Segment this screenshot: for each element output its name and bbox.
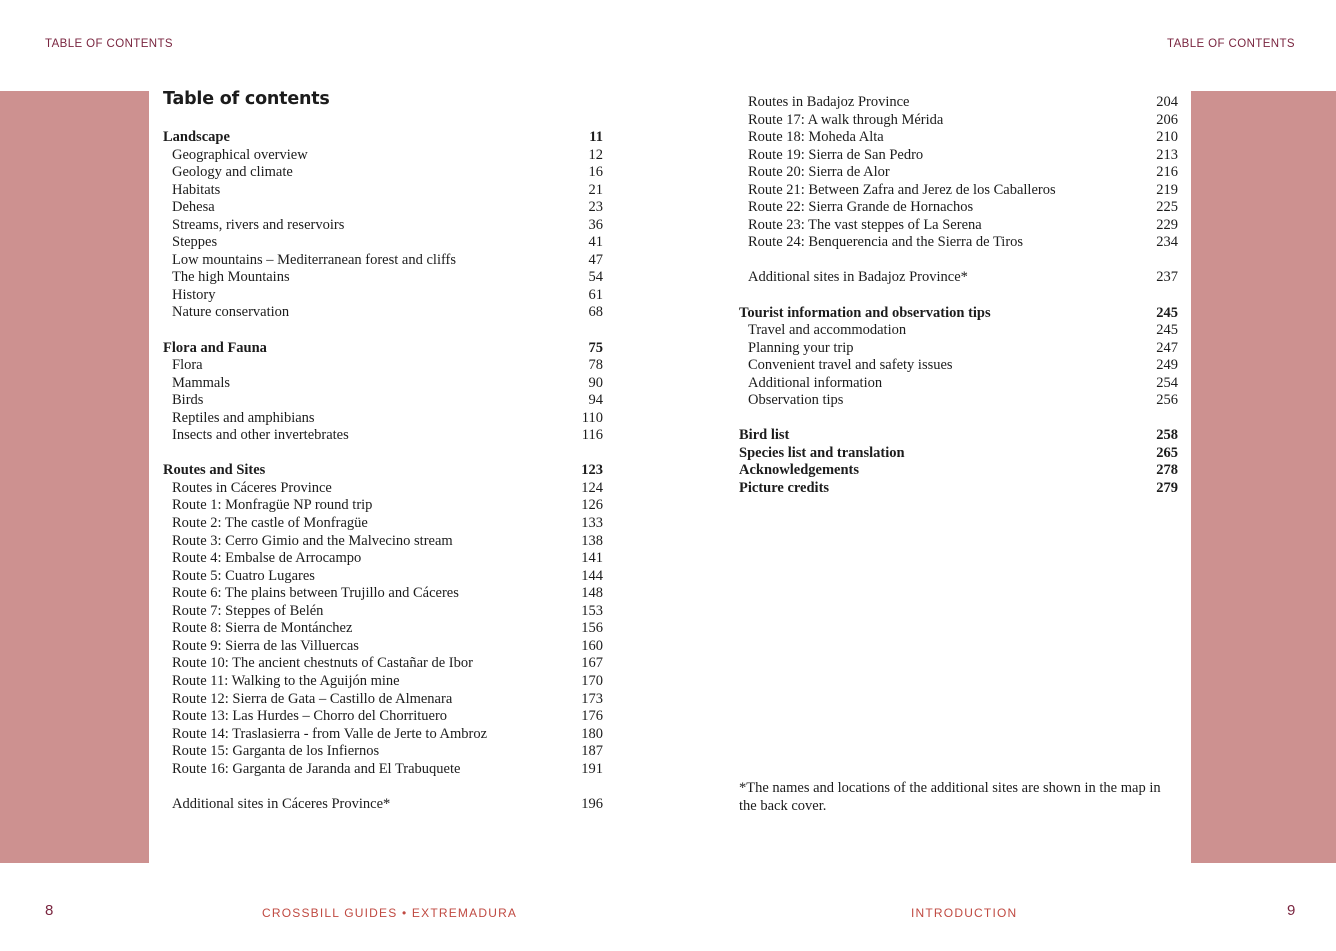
toc-entry-page: 256 [1156, 392, 1178, 409]
toc-entry[interactable] [163, 480, 603, 498]
toc-entry-label: Route 11: Walking to the Aguijón mine [172, 672, 400, 689]
toc-entry-page: 11 [589, 129, 603, 145]
toc-entry-page: 61 [588, 286, 603, 303]
toc-entry[interactable] [163, 708, 603, 726]
toc-entry-page: 216 [1156, 164, 1178, 181]
toc-entry-page: 234 [1156, 234, 1178, 251]
toc-entry-label: Picture credits [739, 480, 830, 497]
toc-right-column [739, 94, 1178, 498]
toc-entry-label: Habitats [172, 181, 221, 198]
toc-entry-page: 160 [581, 637, 603, 654]
toc-entry-page: 245 [1156, 304, 1178, 321]
toc-entry-page: 133 [581, 515, 603, 532]
toc-entry[interactable] [739, 357, 1178, 375]
toc-entry[interactable] [163, 147, 603, 165]
toc-entry[interactable] [163, 638, 603, 656]
toc-entry-label: Observation tips [748, 392, 844, 409]
toc-entry[interactable] [739, 392, 1178, 410]
toc-entry-page: 176 [581, 708, 603, 725]
toc-entry-label: Geology and climate [172, 164, 293, 181]
toc-entry-page: 36 [588, 216, 603, 233]
toc-entry-page: 229 [1156, 216, 1178, 233]
toc-entry-page: 124 [581, 479, 603, 496]
toc-entry[interactable] [739, 375, 1178, 393]
toc-entry-label: Route 7: Steppes of Belén [172, 602, 324, 619]
page-title: Table of contents [163, 89, 330, 109]
toc-entry-page: 75 [588, 339, 603, 356]
toc-entry-label: Route 1: Monfragüe NP round trip [172, 497, 373, 514]
toc-section-heading[interactable] [739, 427, 1178, 445]
left-color-band [0, 91, 149, 863]
toc-entry-label: Planning your trip [748, 339, 854, 356]
toc-entry-page: 170 [581, 672, 603, 689]
toc-entry-label: Bird list [739, 427, 790, 444]
toc-entry[interactable] [163, 620, 603, 638]
toc-entry-page: 110 [581, 409, 603, 426]
toc-entry-page: 148 [581, 585, 603, 602]
toc-entry-page: 258 [1156, 427, 1178, 444]
toc-entry[interactable] [163, 375, 603, 393]
toc-entry-page: 141 [581, 550, 603, 567]
toc-entry-label: Additional information [748, 374, 883, 391]
toc-entry-page: 41 [588, 234, 603, 251]
toc-entry[interactable] [739, 182, 1178, 200]
toc-entry[interactable] [739, 147, 1178, 165]
toc-spacer [739, 287, 1178, 305]
toc-entry-page: 278 [1156, 462, 1178, 479]
toc-entry-label: Species list and translation [739, 444, 905, 461]
toc-entry[interactable] [739, 340, 1178, 358]
toc-entry-page: 23 [588, 199, 603, 216]
toc-entry-page: 138 [581, 532, 603, 549]
toc-entry-label: Routes in Cáceres Province [172, 479, 332, 496]
toc-entry-label: Birds [172, 392, 204, 409]
toc-entry-label: Steppes [172, 234, 218, 251]
toc-entry-label: Route 8: Sierra de Montánchez [172, 620, 353, 637]
toc-entry-page: 210 [1156, 129, 1178, 146]
toc-entry-label: Geographical overview [172, 146, 308, 163]
toc-entry-page: 16 [588, 164, 603, 181]
toc-entry[interactable] [163, 603, 603, 621]
toc-entry-label: Route 2: The castle of Monfragüe [172, 515, 368, 532]
page-number-right: 9 [1287, 902, 1296, 919]
toc-entry-page: 180 [581, 725, 603, 742]
toc-entry-label: Route 9: Sierra de las Villuercas [172, 637, 359, 654]
toc-entry-page: 254 [1156, 374, 1178, 391]
toc-entry-label: Route 19: Sierra de San Pedro [748, 146, 924, 163]
toc-entry-page: 237 [1156, 269, 1178, 286]
toc-entry-label: Route 22: Sierra Grande de Hornachos [748, 199, 974, 216]
toc-entry[interactable] [163, 234, 603, 252]
toc-entry[interactable] [163, 304, 603, 322]
toc-entry-page: 153 [581, 602, 603, 619]
toc-entry-label: Route 15: Garganta de los Infiernos [172, 743, 380, 760]
toc-entry-page: 12 [588, 146, 603, 163]
toc-entry-page: 94 [588, 392, 603, 409]
toc-entry-page: 156 [581, 620, 603, 637]
footnote: *The names and locations of the additional sites are shown in the map in the back cover. [739, 780, 1161, 814]
toc-entry[interactable] [739, 94, 1178, 112]
toc-entry-label: Route 20: Sierra de Alor [748, 164, 890, 181]
toc-entry-label: Additional sites in Badajoz Province* [748, 269, 968, 286]
toc-entry-page: 54 [588, 269, 603, 286]
toc-entry-label: Routes and Sites [163, 462, 266, 479]
toc-entry-page: 123 [581, 462, 603, 479]
toc-entry-label: Streams, rivers and reservoirs [172, 216, 345, 233]
toc-entry-page: 213 [1156, 146, 1178, 163]
toc-section-heading[interactable] [739, 305, 1178, 323]
toc-entry-label: Flora [172, 357, 203, 374]
toc-entry-page: 219 [1156, 181, 1178, 198]
toc-entry-label: Route 23: The vast steppes of La Serena [748, 216, 982, 233]
toc-entry-label: Reptiles and amphibians [172, 409, 315, 426]
toc-section-heading[interactable] [739, 480, 1178, 498]
toc-entry-label: History [172, 286, 216, 303]
toc-section-heading[interactable] [739, 445, 1178, 463]
toc-entry-page: 265 [1156, 444, 1178, 461]
toc-entry[interactable] [739, 269, 1178, 287]
toc-entry[interactable] [163, 533, 603, 551]
toc-section-heading[interactable] [163, 340, 603, 358]
toc-entry-label: Mammals [172, 374, 230, 391]
toc-entry-label: Insects and other invertebrates [172, 427, 349, 444]
toc-entry[interactable] [739, 199, 1178, 217]
toc-entry-label: Route 10: The ancient chestnuts of Castañar de Ibor [172, 655, 473, 672]
toc-entry[interactable] [163, 691, 603, 709]
toc-entry-page: 225 [1156, 199, 1178, 216]
toc-entry-page: 279 [1156, 480, 1178, 497]
toc-entry[interactable] [163, 761, 603, 779]
toc-entry-label: Nature conservation [172, 304, 290, 321]
toc-entry-label: Route 6: The plains between Trujillo and Cáceres [172, 585, 459, 602]
toc-entry[interactable] [163, 585, 603, 603]
toc-entry-label: Tourist information and observation tips [739, 304, 991, 321]
toc-entry[interactable] [163, 182, 603, 200]
toc-section-heading[interactable] [163, 462, 603, 480]
toc-entry[interactable] [163, 515, 603, 533]
toc-entry[interactable] [163, 287, 603, 305]
running-header-right: TABLE OF CONTENTS [1167, 38, 1295, 50]
toc-entry[interactable] [163, 655, 603, 673]
toc-entry[interactable] [163, 743, 603, 761]
toc-entry-page: 196 [581, 795, 603, 812]
toc-entry-label: Routes in Badajoz Province [748, 94, 910, 110]
toc-entry[interactable] [163, 269, 603, 287]
toc-spacer [163, 322, 603, 340]
toc-entry[interactable] [739, 112, 1178, 130]
toc-entry-label: Route 4: Embalse de Arrocampo [172, 550, 362, 567]
toc-entry-page: 167 [581, 655, 603, 672]
toc-section-heading[interactable] [739, 462, 1178, 480]
toc-entry-page: 245 [1156, 322, 1178, 339]
toc-entry-page: 191 [581, 760, 603, 777]
toc-entry-label: Route 3: Cerro Gimio and the Malvecino stream [172, 532, 453, 549]
page-number-left: 8 [45, 902, 54, 919]
toc-entry-page: 116 [581, 427, 603, 444]
toc-entry[interactable] [163, 550, 603, 568]
toc-entry[interactable] [163, 164, 603, 182]
toc-entry[interactable] [163, 796, 603, 814]
toc-entry[interactable] [739, 129, 1178, 147]
toc-entry-label: Convenient travel and safety issues [748, 357, 953, 374]
toc-entry[interactable] [739, 217, 1178, 235]
toc-entry-label: Route 17: A walk through Mérida [748, 111, 944, 128]
toc-spacer [163, 445, 603, 463]
toc-spacer [739, 410, 1178, 428]
toc-entry-label: Travel and accommodation [748, 322, 907, 339]
toc-entry-page: 78 [588, 357, 603, 374]
toc-left-column [163, 129, 603, 813]
toc-entry[interactable] [163, 568, 603, 586]
toc-entry-page: 206 [1156, 111, 1178, 128]
toc-entry-page: 249 [1156, 357, 1178, 374]
toc-entry-label: Route 5: Cuatro Lugares [172, 567, 315, 584]
toc-entry[interactable] [163, 357, 603, 375]
toc-entry-page: 21 [588, 181, 603, 198]
toc-entry-page: 126 [581, 497, 603, 514]
toc-entry[interactable] [163, 726, 603, 744]
toc-entry[interactable] [163, 673, 603, 691]
toc-entry-label: Route 12: Sierra de Gata – Castillo de Almenara [172, 690, 453, 707]
running-header-left: TABLE OF CONTENTS [45, 38, 173, 50]
toc-entry[interactable] [163, 217, 603, 235]
toc-entry[interactable] [163, 427, 603, 445]
footer-section-title: INTRODUCTION [911, 906, 1018, 920]
toc-entry-page: 68 [588, 304, 603, 321]
toc-entry[interactable] [163, 497, 603, 515]
toc-entry[interactable] [163, 392, 603, 410]
toc-entry-page: 173 [581, 690, 603, 707]
toc-entry-label: Route 14: Traslasierra - from Valle de Jerte to Ambroz [172, 725, 488, 742]
toc-entry[interactable] [163, 252, 603, 270]
toc-entry-label: Low mountains – Mediterranean forest and cliffs [172, 251, 457, 268]
toc-entry-label: Route 18: Moheda Alta [748, 129, 884, 146]
toc-entry-label: Route 13: Las Hurdes – Chorro del Chorrituero [172, 708, 448, 725]
footer-book-title: CROSSBILL GUIDES • EXTREMADURA [262, 906, 518, 920]
toc-entry[interactable] [163, 199, 603, 217]
toc-entry-label: Route 21: Between Zafra and Jerez de los Caballeros [748, 181, 1056, 198]
toc-entry-label: Landscape [163, 129, 230, 145]
toc-entry-label: Acknowledgements [739, 462, 860, 479]
right-color-band [1191, 91, 1336, 863]
toc-entry-label: Dehesa [172, 199, 215, 216]
toc-entry[interactable] [739, 322, 1178, 340]
toc-spacer [739, 252, 1178, 270]
toc-entry-label: Route 24: Benquerencia and the Sierra de Tiros [748, 234, 1024, 251]
toc-entry-page: 90 [588, 374, 603, 391]
toc-section-heading[interactable] [163, 129, 603, 147]
toc-entry-page: 204 [1156, 94, 1178, 110]
toc-entry-page: 47 [588, 251, 603, 268]
toc-spacer [163, 778, 603, 796]
toc-entry[interactable] [739, 164, 1178, 182]
toc-entry-page: 144 [581, 567, 603, 584]
toc-entry-label: Route 16: Garganta de Jaranda and El Trabuquete [172, 760, 461, 777]
toc-entry-label: The high Mountains [172, 269, 290, 286]
toc-entry-page: 247 [1156, 339, 1178, 356]
toc-entry[interactable] [739, 234, 1178, 252]
toc-entry[interactable] [163, 410, 603, 428]
toc-entry-label: Flora and Fauna [163, 339, 267, 356]
toc-entry-page: 187 [581, 743, 603, 760]
toc-entry-label: Additional sites in Cáceres Province* [172, 795, 391, 812]
